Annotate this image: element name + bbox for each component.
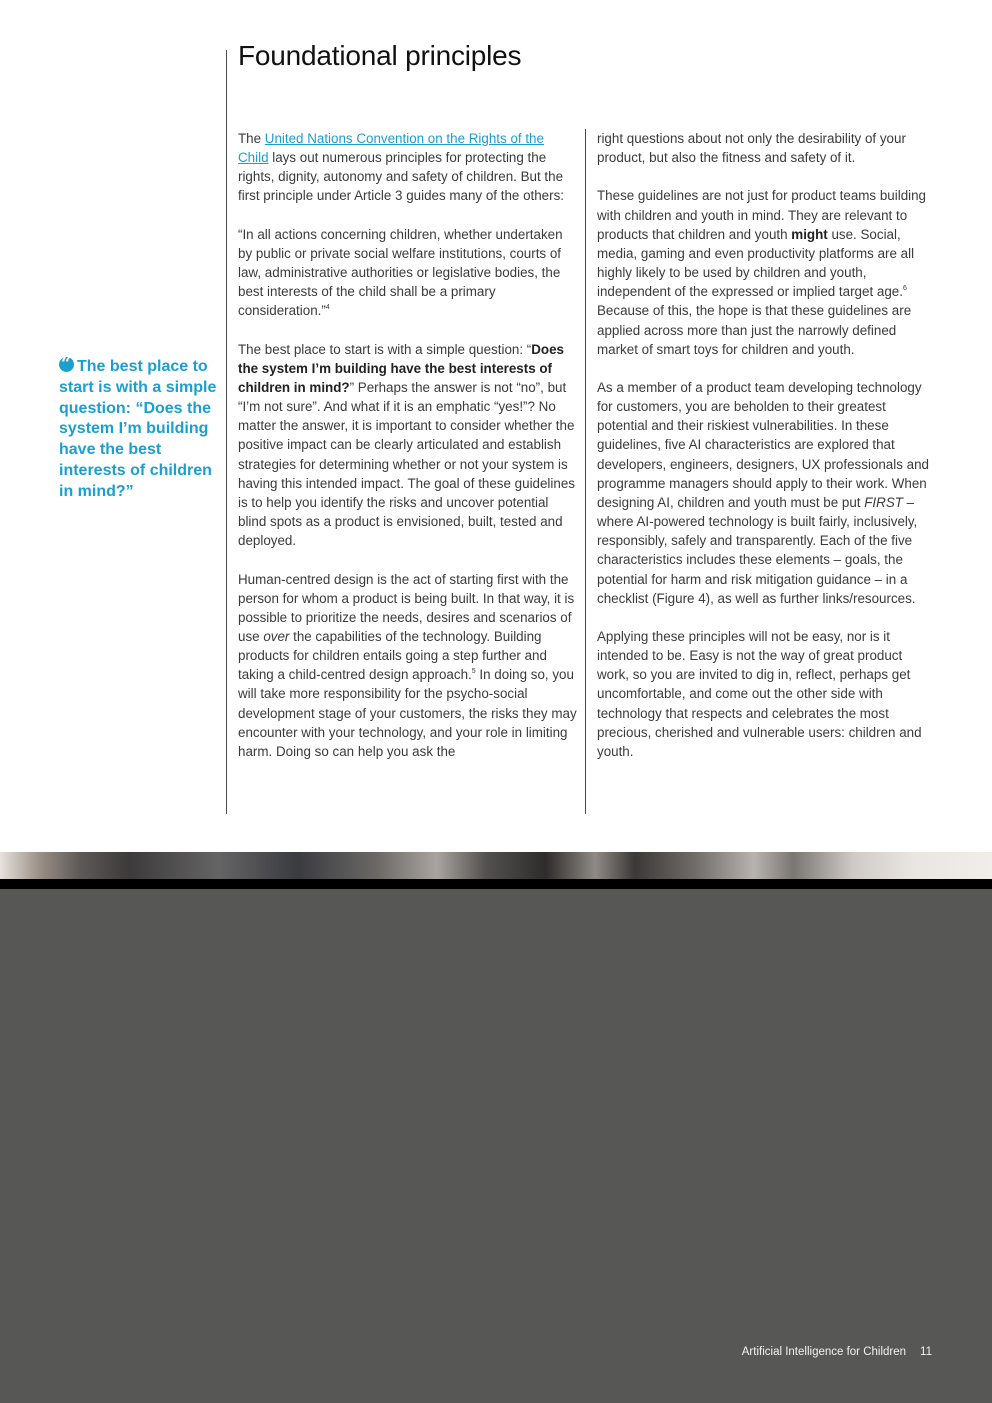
quote-icon xyxy=(59,357,74,372)
footnote-ref: 4 xyxy=(325,304,330,312)
paragraph: These guidelines are not just for product teams building with children and youth in mind. They are relevant to products that children and youth might use. Social, media, gaming and even productivity platforms are all highly likely to be used by children and youth, independent of the expressed or implied target age.$^6$ Because of this, the hope is that these guidelines are applied across more than just the narrowly defined market of smart toys for children and youth. xyxy=(597,188,927,357)
column-divider-line xyxy=(585,129,586,814)
black-band xyxy=(0,879,992,889)
footnote-ref: 6 xyxy=(902,285,907,293)
dark-image-block xyxy=(0,889,992,1403)
footnote-ref: 5 xyxy=(471,668,476,676)
paragraph: Human-centred design is the act of starting first with the person for whom a product is being built. In that way, it is possible to prioritize the needs, desires and scenarios of use over the capabilities of the technology. Building products for children entails going a step further and taking a child-centred design approach.$^5$ In doing so, you will take more responsibility for the psycho-social development stage of your customers, the risks they may encounter with your technology, and your role in limiting harm. Doing so can help you ask the xyxy=(238,571,577,759)
quotation-paragraph: “In all actions concerning children, whether undertaken by public or private social welfare institutions, courts of law, administrative authorities or legislative bodies, the best interests of the child shall be a primary consideration.”$^4$ xyxy=(238,226,563,319)
photo-strip-image xyxy=(0,852,992,879)
paragraph: right questions about not only the desirability of your product, but also the fitness and safety of it. xyxy=(597,131,906,166)
page-number: 11 xyxy=(920,1346,932,1358)
text-column-left xyxy=(238,129,578,780)
paragraph: As a member of a product team developing technology for customers, you are beholden to their greatest potential and their riskiest vulnerabilities. In these guidelines, five AI characteristics are explored that developers, engineers, designers, UX professionals and programme managers should apply to their work. When designing AI, children and youth must be put FIRST – where AI-powered technology is built fairly, inclusively, responsibly, safely and transparently. Each of the five characteristics includes these elements – goals, the potential for harm and risk mitigation guidance – in a checklist (Figure 4), as well as further links/resources. xyxy=(597,380,929,606)
paragraph: Applying these principles will not be easy, nor is it intended to be. Easy is not the way of great product work, so you are invited to dig in, reflect, perhaps get uncomfortable, and come out the other side with technology that respects and celebrates the most precious, cherished and vulnerable users: children and youth. xyxy=(597,629,922,759)
title-divider-line xyxy=(226,50,227,814)
uncrc-link[interactable]: United Nations Convention on the Rights of the Child xyxy=(238,131,544,166)
pull-quote xyxy=(59,357,221,503)
paragraph: The United Nations Convention on the Rights of the Child lays out numerous principles for protecting the rights, dignity, autonomy and safety of children. But the first principle under Article 3 guides many of the others: xyxy=(238,131,565,204)
page-footer xyxy=(742,1346,932,1358)
page-title: Foundational principles xyxy=(238,40,522,71)
paragraph: The best place to start is with a simple question: “Does the system I’m building have the best interests of children in mind?” Perhaps the answer is not “no”, but “I’m not sure”. And what if it is an emphatic “yes!”? No matter the answer, it is important to consider whether the positive impact can be clearly articulated and establish strategies for determining whether or not your system is having this intended impact. The goal of these guidelines is to help you identify the risks and uncover potential blind spots as a product is envisioned, built, tested and deployed. xyxy=(238,341,575,549)
text-column-right xyxy=(597,129,937,780)
publication-title: Artificial Intelligence for Children xyxy=(741,1346,907,1358)
pull-quote-text: The best place to start is with a simple question: “Does the system I’m building have the best interests of children in mind?” xyxy=(59,358,217,500)
